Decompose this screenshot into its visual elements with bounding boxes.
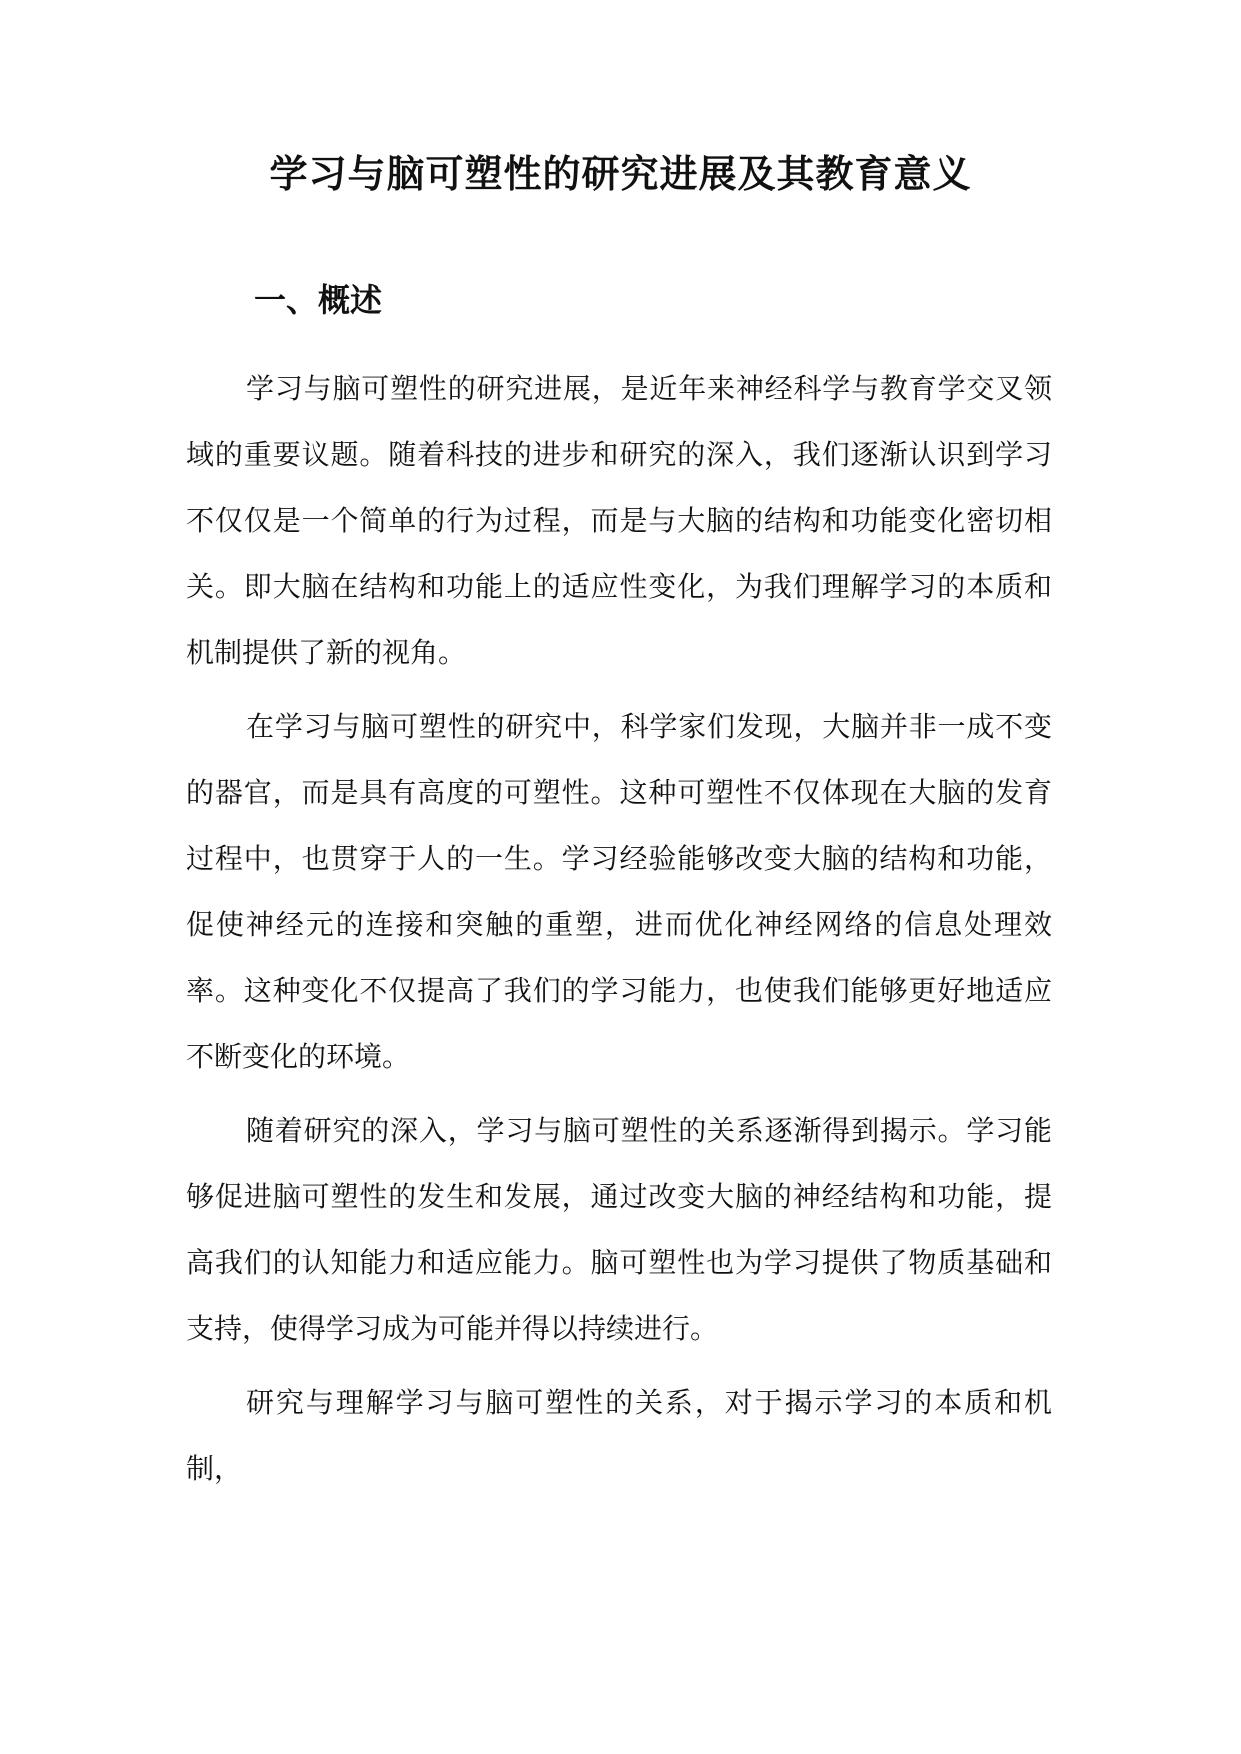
paragraph-3: 随着研究的深入，学习与脑可塑性的关系逐渐得到揭示。学习能够促进脑可塑性的发生和发展，通过改变大脑的神经结构和功能，提高我们的认知能力和适应能力。脑可塑性也为学习提供了物质基础和支持，使得学习成为可能并得以持续进行。: [186, 1114, 1052, 1345]
paragraph-1: 学习与脑可塑性的研究进展，是近年来神经科学与教育学交叉领域的重要议题。随着科技的进步和研究的深入，我们逐渐认识到学习不仅仅是一个简单的行为过程，而是与大脑的结构和功能变化密切相关。即大脑在结构和功能上的适应性变化，为我们理解学习的本质和机制提供了新的视角。: [186, 372, 1052, 669]
paragraph-2: 在学习与脑可塑性的研究中，科学家们发现，大脑并非一成不变的器官，而是具有高度的可塑性。这种可塑性不仅体现在大脑的发育过程中，也贯穿于人的一生。学习经验能够改变大脑的结构和功能，促使神经元的连接和突触的重塑，进而优化神经网络的信息处理效率。这种变化不仅提高了我们的学习能力，也使我们能够更好地适应不断变化的环境。: [186, 710, 1052, 1073]
section-heading: 一、概述: [254, 281, 383, 319]
paragraph-4: 研究与理解学习与脑可塑性的关系，对于揭示学习的本质和机制，: [186, 1386, 1052, 1485]
document-title: 学习与脑可塑性的研究进展及其教育意义: [269, 151, 972, 196]
body-text: [186, 356, 1052, 1502]
